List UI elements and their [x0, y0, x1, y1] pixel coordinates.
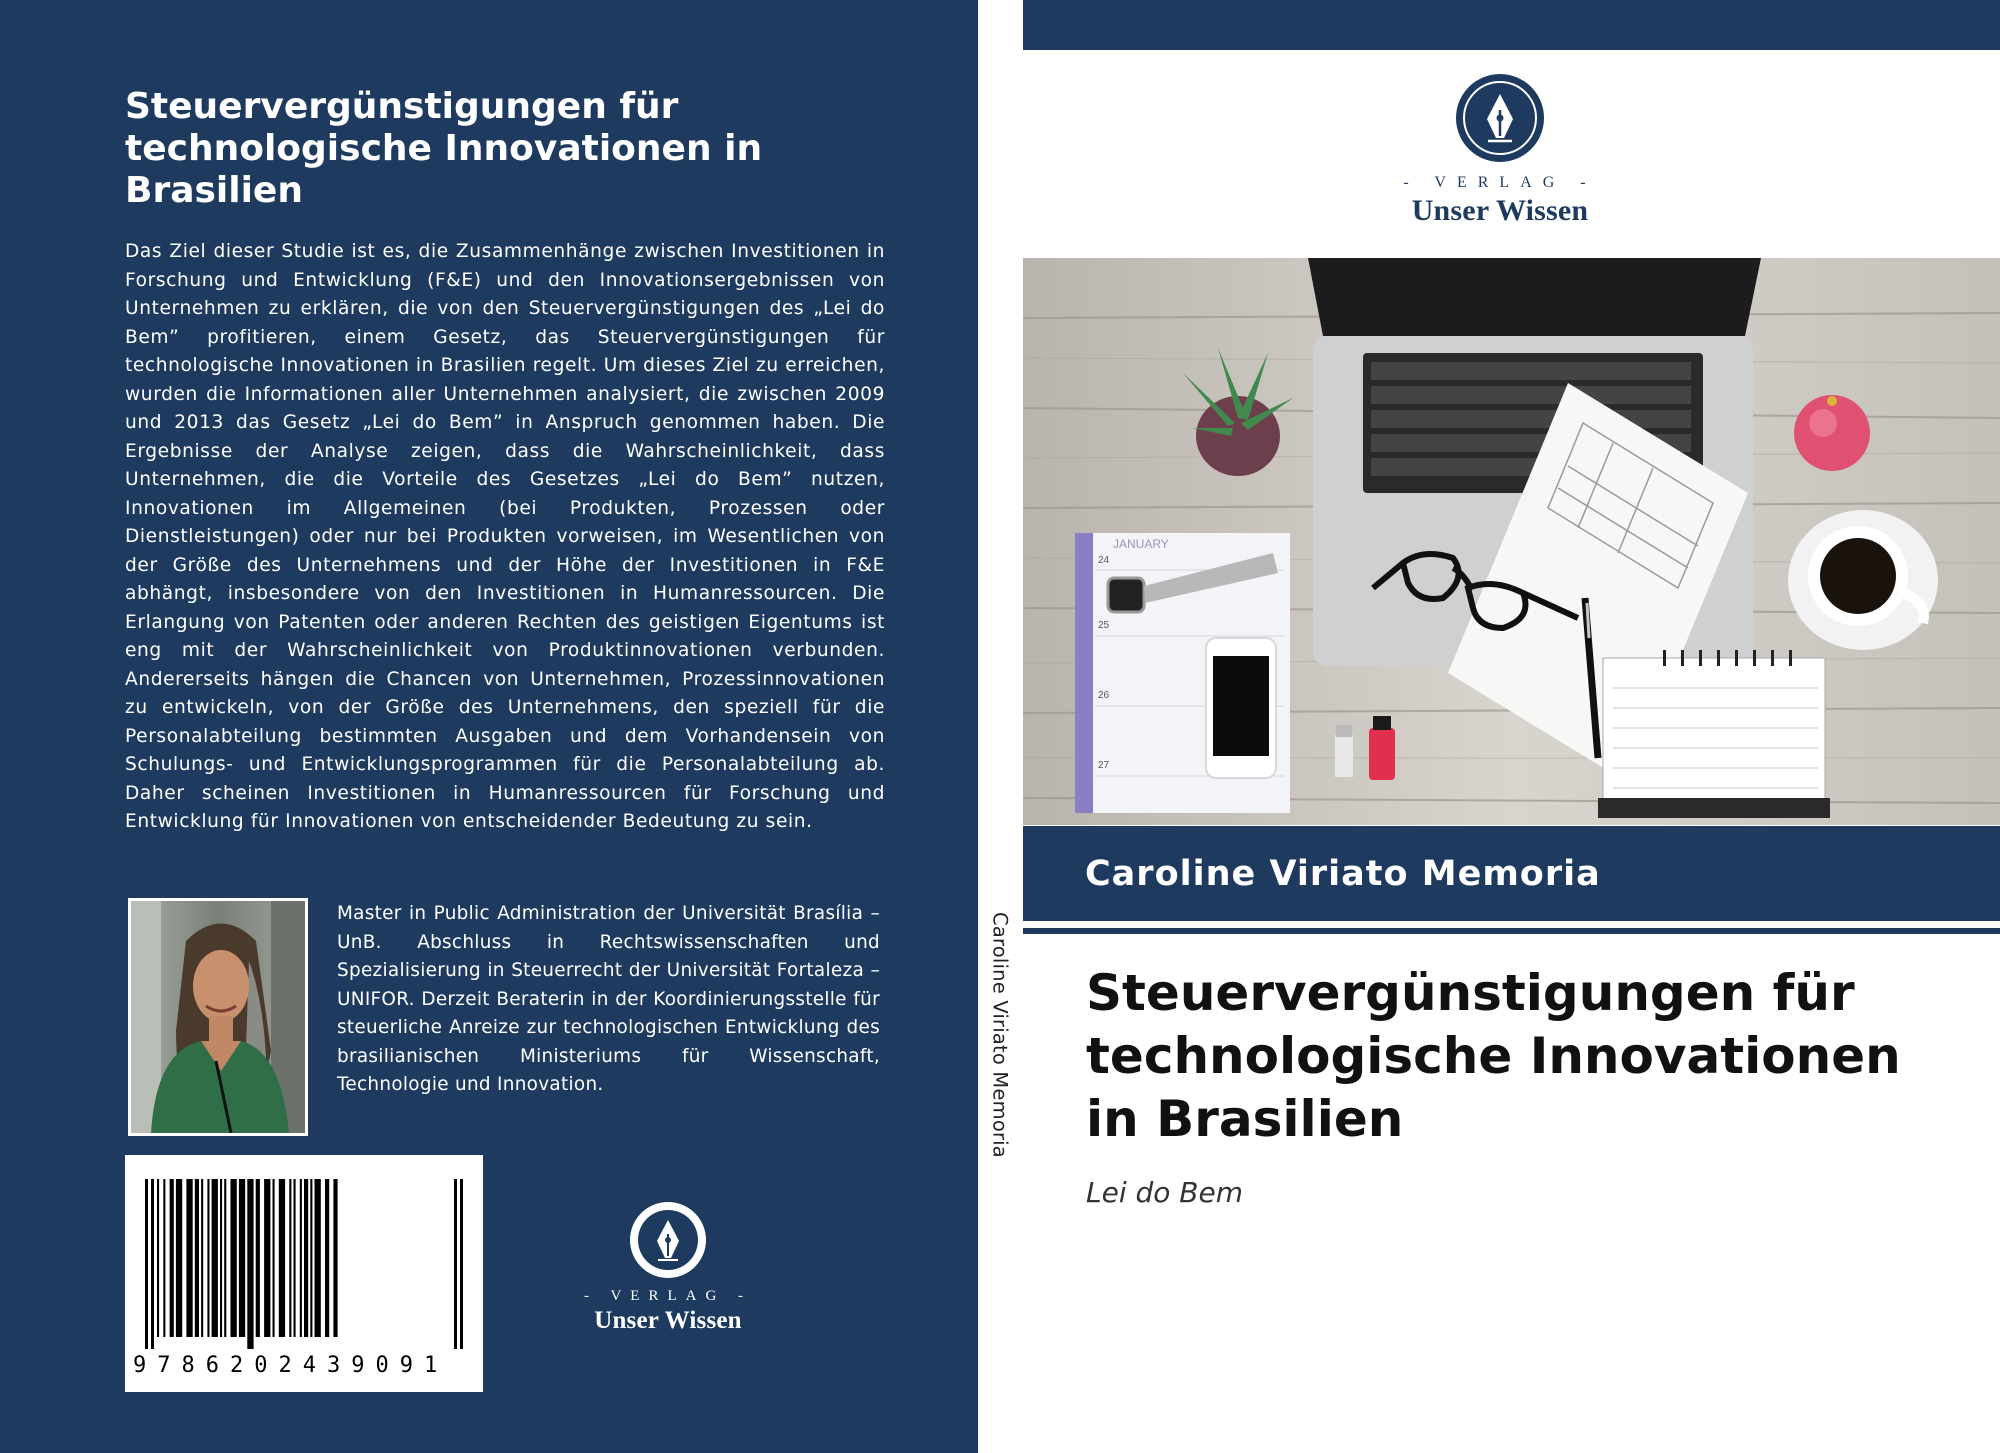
front-cover-title: Steuervergünstigungen für technologische Innovationen in Brasilien [1086, 964, 1901, 1148]
barcode-bar [304, 1179, 308, 1337]
barcode-bar [207, 1179, 209, 1337]
logo-verlag-text: - VERLAG - [1403, 174, 1597, 191]
barcode-bar [325, 1179, 329, 1337]
barcode-bar [300, 1179, 302, 1337]
barcode [125, 1155, 483, 1392]
barcode-bar [333, 1179, 337, 1337]
calendar-day: 25 [1098, 620, 1110, 631]
barcode-bar [460, 1179, 463, 1349]
barcode-bar [212, 1179, 218, 1337]
divider [1023, 928, 2000, 934]
isbn-number: 9786202439091 [133, 1353, 449, 1378]
author-band [1023, 826, 2000, 921]
barcode-bar [231, 1179, 237, 1337]
barcode-bar [239, 1179, 245, 1337]
barcode-bar [220, 1179, 222, 1337]
logo-name-text: Unser Wissen [594, 1307, 742, 1334]
barcode-bar [256, 1179, 260, 1337]
author-photo [128, 898, 308, 1136]
spine-author: Caroline Viriato Memoria [988, 912, 1012, 1158]
calendar-day: 24 [1098, 555, 1110, 566]
author-bio: Master in Public Administration der Universität Brasília – UnB. Abschluss in Rechtswissenschaften und Spezialisierung in Steuerrecht der Universität Fortaleza – UNIFOR. Derzeit Beraterin in der Koordinierungsstelle für steuerliche Anreize zur technologischen Entwicklung des brasilianischen Ministeriums für Wissenschaft, Technologie und Innovation. [337, 903, 880, 1095]
back-publisher-logo [578, 1200, 758, 1335]
calendar-day: 27 [1098, 760, 1110, 771]
back-cover-title: Steuervergünstigungen für technologische Innovationen in Brasilien [125, 86, 763, 211]
front-author-name: Caroline Viriato Memoria [1085, 854, 1601, 894]
barcode-bar [315, 1179, 321, 1337]
barcode-bar [454, 1179, 457, 1349]
barcode-bars [145, 1179, 463, 1349]
spine [978, 0, 1023, 1453]
barcode-bar [195, 1179, 199, 1337]
calendar-day: 26 [1098, 690, 1110, 701]
logo-verlag-text: - VERLAG - [583, 1288, 753, 1304]
cover-photo [1023, 258, 2000, 825]
logo-name-text: Unser Wissen [1411, 194, 1589, 227]
back-cover [0, 0, 978, 1453]
barcode-bar [279, 1179, 285, 1337]
barcode-bar [145, 1179, 148, 1349]
barcode-bar [151, 1179, 154, 1349]
barcode-bar [176, 1179, 182, 1337]
pen-nib-icon [1454, 72, 1546, 164]
calendar-month-label: JANUARY [1113, 537, 1169, 551]
barcode-bar [157, 1179, 159, 1337]
barcode-bar [170, 1179, 174, 1337]
barcode-bar [294, 1179, 296, 1337]
barcode-bar [247, 1179, 253, 1349]
barcode-bar [310, 1179, 312, 1337]
back-cover-blurb: Das Ziel dieser Studie ist es, die Zusammenhänge zwischen Investitionen in Forschung und Entwicklung (F&E) und den Innovationsergebnissen von Unternehmen zu erklären, die von den Steuervergünstigungen des „Lei do Bem” profitieren, einem Gesetz, das Steuervergünstigungen für technologische Innovationen in Brasilien regelt. Um dieses Ziel zu erreichen, wurden die Informationen aller Unternehmen analysiert, die zwischen 2009 und 2013 das Gesetz „Lei do Bem” in Anspruch genommen haben. Die Ergebnisse der Analyse zeigen, dass die Wahrscheinlichkeit, dass Unternehmen, die die Vorteile des Gesetzes „Lei do Bem” nutzen, Innovationen im Allgemeinen (bei Produkten, Prozessen oder Dienstleistungen) oder nur bei Produkten vorweisen, im Wesentlichen von der Größe des Unternehmens und der Höhe der Investitionen in F&E abhängt, insbesondere von den Investitionen in Humanressourcen. Die Erlangung von Patenten oder anderen Rechten des geistigen Eigentums ist eng mit der Wahrscheinlichkeit von Produktinnovationen verbunden. Andererseits hängen die Chancen von Unternehmen, Prozessinnovationen zu entwickeln, von der Größe des Unternehmens, den speziell für die Personalabteilung bestimmten Ausgaben und dem Vorhandensein von Schulungs- und Entwicklungsprogrammen für die Personalabteilung ab. Daher scheinen Investitionen in Humanressourcen für Forschung und Entwicklung für Innovationen von entscheidender Bedeutung zu sein. [125, 241, 885, 832]
front-cover-subtitle: Lei do Bem [1086, 1176, 1244, 1209]
barcode-bar [289, 1179, 291, 1337]
barcode-bar [201, 1179, 203, 1337]
barcode-bar [186, 1179, 192, 1337]
barcode-bar [224, 1179, 226, 1337]
barcode-bar [264, 1179, 270, 1337]
pen-nib-icon [628, 1200, 708, 1280]
front-top-bar [1023, 0, 2000, 50]
barcode-bar [273, 1179, 275, 1337]
front-publisher-logo [1390, 72, 1610, 228]
barcode-bar [163, 1179, 165, 1337]
